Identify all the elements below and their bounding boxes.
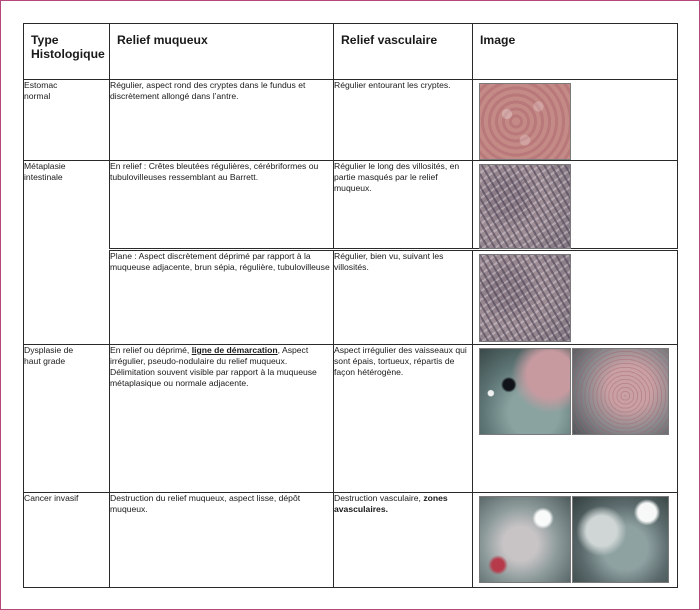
- row-dysplasie: [24, 345, 678, 493]
- type-dysplasie: Dysplasie de haut grade: [24, 345, 110, 493]
- type-cancer: Cancer invasif: [24, 493, 110, 588]
- muqueux-metaplasie-plane: Plane : Aspect discrètement déprimé par rapport à la muqueuse adjacente, brun sépia, régulière, tubulovilleuse: [110, 250, 334, 345]
- type-estomac-normal: Estomac normal: [24, 80, 110, 161]
- histology-table: [23, 23, 678, 588]
- vasculaire-estomac-normal: Régulier entourant les cryptes.: [334, 80, 473, 161]
- row-metaplasie-relief: [24, 161, 678, 250]
- image-cell-cancer: [473, 493, 678, 588]
- endoscopy-image-normal: [479, 83, 571, 160]
- image-cell-dysplasie: [473, 345, 678, 493]
- header-relief-vasculaire: Relief vasculaire: [334, 24, 473, 80]
- endoscopy-image-cancer-2: [572, 496, 669, 583]
- endoscopy-image-dysplasia-2: [572, 348, 669, 435]
- vasculaire-metaplasie-relief: Régulier le long des villosités, en partie masqués par le relief muqueux.: [334, 161, 473, 250]
- demarcation-line-term: ligne de démarcation: [191, 345, 278, 355]
- vasculaire-cancer: Destruction vasculaire, zones avasculaires.: [334, 493, 473, 588]
- muqueux-estomac-normal: Régulier, aspect rond des cryptes dans le fundus et discrètement allongé dans l’antre.: [110, 80, 334, 161]
- header-type: Type Histologique: [24, 24, 110, 80]
- image-cell-normal: [473, 80, 678, 161]
- header-image: Image: [473, 24, 678, 80]
- endoscopy-image-metaplasia-flat: [479, 254, 571, 342]
- muqueux-dysplasie: En relief ou déprimé, ligne de démarcation, Aspect irrégulier, pseudo-nodulaire du relief muqueux. Délimitation souvent visible par rapport à la muqueuse métaplasique ou normale adjacente.: [110, 345, 334, 493]
- vasculaire-dysplasie: Aspect irrégulier des vaisseaux qui sont épais, tortueux, répartis de façon hétérogène.: [334, 345, 473, 493]
- image-cell-metaplasie-relief: [473, 161, 678, 250]
- vasculaire-metaplasie-plane: Régulier, bien vu, suivant les villosités.: [334, 250, 473, 345]
- image-cell-metaplasie-plane: [473, 250, 678, 345]
- muqueux-metaplasie-relief: En relief : Crêtes bleutées régulières, cérébriformes ou tubulovilleuses ressemblant au Barrett.: [110, 161, 334, 250]
- row-estomac-normal: [24, 80, 678, 161]
- header-relief-muqueux: Relief muqueux: [110, 24, 334, 80]
- endoscopy-image-metaplasia-raised: [479, 164, 571, 249]
- endoscopy-image-dysplasia-1: [479, 348, 571, 435]
- muqueux-cancer: Destruction du relief muqueux, aspect lisse, dépôt muqueux.: [110, 493, 334, 588]
- row-metaplasie-plane: [24, 250, 678, 345]
- endoscopy-image-cancer-1: [479, 496, 571, 583]
- type-metaplasie: Métaplasie intestinale: [24, 161, 110, 345]
- header-row: [24, 24, 678, 80]
- row-cancer: [24, 493, 678, 588]
